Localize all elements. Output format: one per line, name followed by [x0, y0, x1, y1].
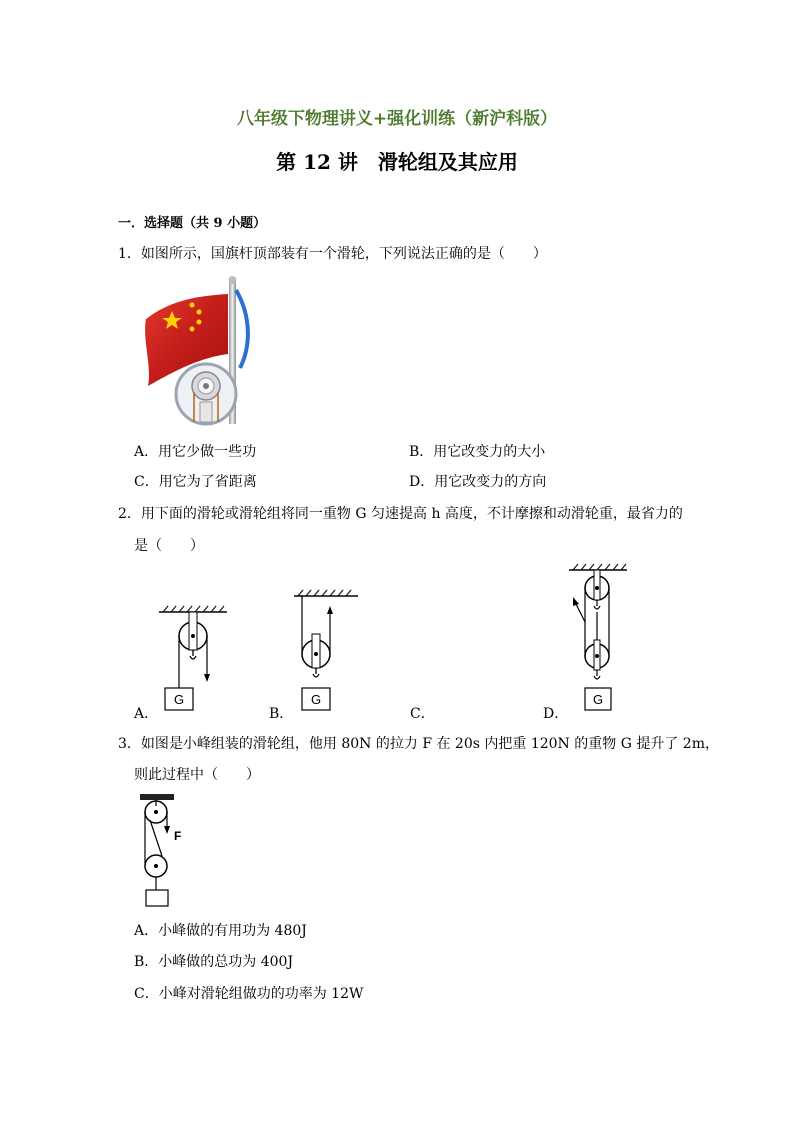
pulley-axle: [203, 383, 209, 389]
q3-option-b[interactable]: B．小峰做的总功为 400J: [134, 954, 294, 970]
rope: [150, 820, 162, 856]
q3-option-c[interactable]: C．小峰对滑轮组做功的功率为 12W: [134, 986, 364, 1002]
question-2-stem-line2: 是（ ）: [134, 538, 204, 554]
force-arrow: [164, 826, 170, 834]
q2-option-d[interactable]: D．: [543, 706, 569, 722]
q2-option-b[interactable]: B．: [269, 706, 294, 722]
lecture-title: 第 12 讲 滑轮组及其应用: [276, 150, 518, 174]
q3-pulley-system-figure: [136, 790, 196, 910]
question-3-stem-line1: 3．如图是小峰组装的滑轮组，他用 80N 的拉力 F 在 20s 内把重 120N 的重物 G 提升了 2m，: [118, 736, 719, 752]
pole-top: [229, 276, 237, 284]
ceiling-beam: [140, 794, 174, 800]
pulley-axle: [154, 864, 158, 868]
q1-option-a[interactable]: A．用它少做一些功: [134, 444, 257, 460]
question-2-stem-line1: 2．用下面的滑轮或滑轮组将同一重物 G 匀速提高 h 高度，不计摩擦和动滑轮重，最省力的: [118, 506, 683, 522]
pulley-axle: [154, 810, 158, 814]
pull-arrow: [204, 674, 210, 682]
question-1-stem: 1．如图所示，国旗杆顶部装有一个滑轮，下列说法正确的是（ ）: [118, 246, 547, 262]
q1-option-c[interactable]: C．用它为了省距离: [134, 474, 257, 490]
q2-figure-a-fixed-pulley: [155, 604, 235, 716]
section-title: 一．选择题（共 9 小题）: [118, 216, 267, 231]
q2-figure-d-pulley-block: [565, 562, 631, 716]
pulley-axle: [595, 654, 599, 658]
pull-arrow: [327, 606, 333, 614]
pulley-bracket: [312, 634, 320, 668]
pulley-bracket: [594, 570, 600, 600]
pulley-bracket: [189, 612, 197, 650]
flag-star: [190, 327, 195, 332]
weight-label: G: [173, 692, 185, 707]
pulley-axle: [191, 634, 195, 638]
bracket: [200, 402, 212, 422]
q3-option-a[interactable]: A．小峰做的有用功为 480J: [134, 923, 307, 939]
flag-star: [190, 303, 195, 308]
q2-option-a[interactable]: A．: [134, 706, 159, 722]
blue-arc: [236, 290, 248, 368]
flag-star: [197, 320, 202, 325]
pull-arrow: [573, 597, 579, 606]
weight-label: G: [310, 692, 322, 707]
weight-block: [146, 890, 168, 906]
flagpole-pulley-figure: [138, 274, 250, 426]
q1-option-b[interactable]: B．用它改变力的大小: [409, 444, 546, 460]
weight-label: G: [592, 692, 604, 707]
q2-figure-b-movable-pulley: [290, 588, 362, 716]
question-3-stem-line2: 则此过程中（ ）: [134, 767, 260, 783]
document-header: 八年级下物理讲义+强化训练（新沪科版）: [236, 109, 558, 129]
pulley-axle: [595, 586, 599, 590]
force-label: F: [174, 829, 182, 843]
pulley-axle: [314, 652, 318, 656]
q1-option-d[interactable]: D．用它改变力的方向: [409, 474, 547, 490]
q2-option-c[interactable]: C．: [410, 706, 435, 722]
pull-rope: [575, 602, 585, 622]
flag-star: [197, 310, 202, 315]
